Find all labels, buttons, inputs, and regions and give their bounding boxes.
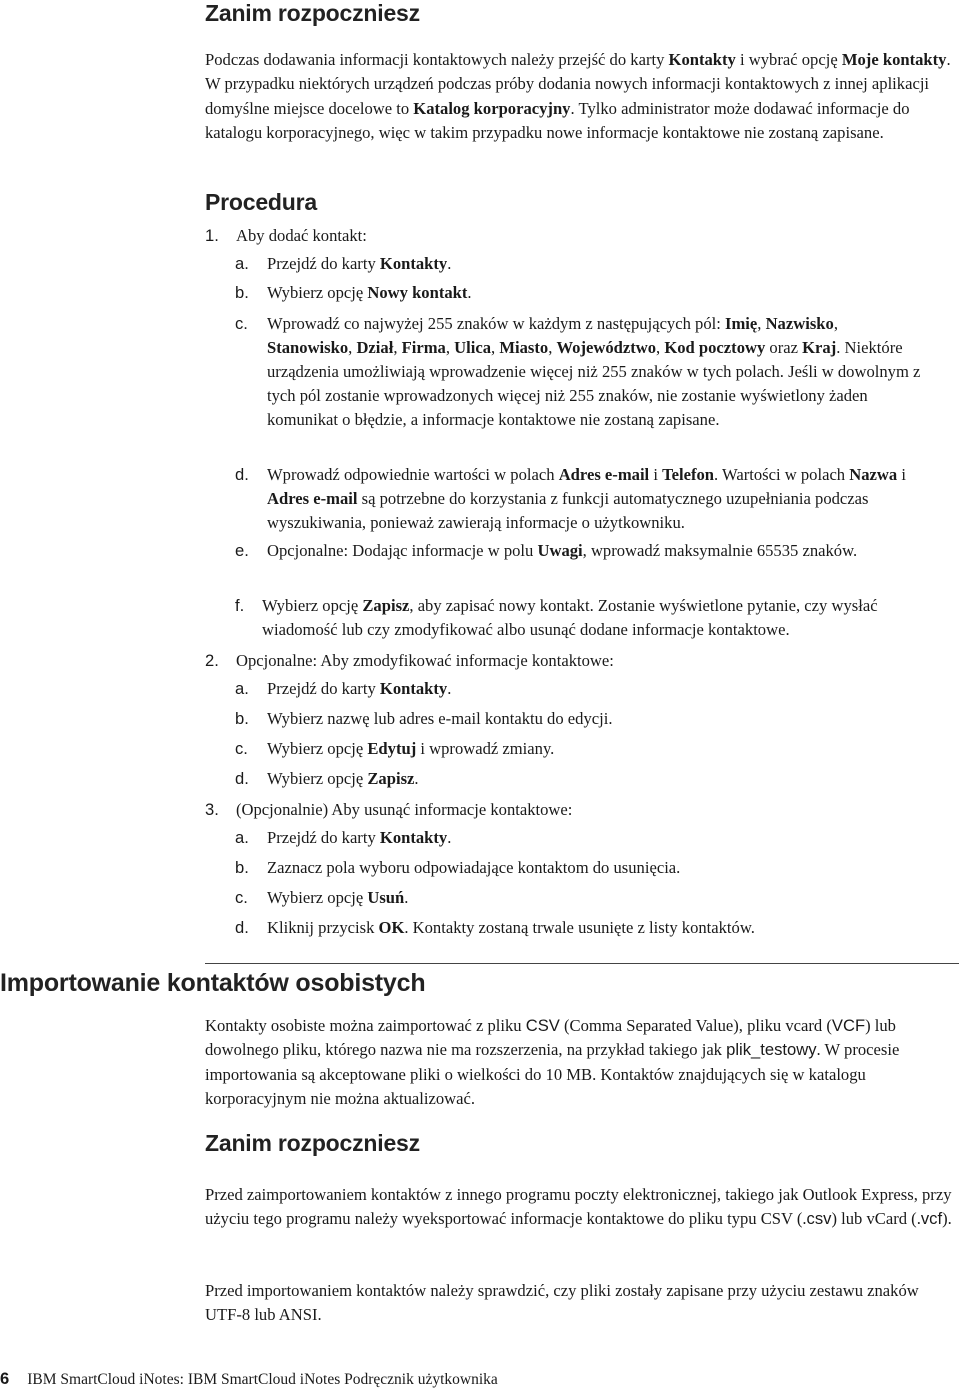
text-run: . [467, 283, 472, 302]
code-term: vcf [920, 1209, 943, 1229]
text-run: są potrzebne do korzystania z funkcji automatycznego uzupełniania podczas wyszukiwania, ponieważ zawierają informacje o użytkowniku. [267, 489, 869, 532]
step-number: 1. [205, 226, 219, 245]
bold-term: Ulica [454, 338, 492, 357]
section-heading-before-you-begin-2: Zanim rozpoczniesz [205, 1130, 420, 1156]
text-run: . [414, 769, 419, 788]
substep-text [267, 312, 927, 432]
procedure-heading: Procedura [205, 189, 317, 215]
bold-term: Nazwa [849, 465, 898, 484]
text-run: . Kontakty zostaną trwale usunięte z listy kontaktów. [404, 918, 755, 937]
substep-text [267, 767, 419, 791]
step-text [236, 224, 367, 248]
charset-paragraph [205, 1279, 957, 1328]
substep-letter: d. [235, 769, 249, 788]
text-run: . Niektóre urządzenia umożliwiają wprowadzenie więcej niż 255 znaków w tych polach. Jeśli w dowolnym z tych pól zostanie wprowadzonych więcej niż 255 znaków, nie zostanie wyświetlony żaden komunikat o błędzie, a informacje kontaktowe nie zostaną zapisane. [267, 338, 921, 429]
step-text [236, 798, 572, 822]
substep-letter: f. [235, 596, 245, 615]
text-run: . [447, 828, 452, 847]
code-term: VCF [831, 1016, 866, 1035]
text-run: Opcjonalne: Dodając informacje w polu [267, 541, 538, 560]
text-run: . [447, 254, 452, 273]
substep-text [267, 737, 554, 761]
bold-term: Usuń [367, 888, 405, 907]
bold-term: Adres e-mail [558, 465, 650, 484]
step-number: 3. [205, 800, 219, 819]
substep-letter: e. [235, 541, 249, 560]
substep-text [267, 886, 408, 910]
text-run: Aby dodać kontakt: [236, 226, 367, 245]
substep-text [267, 539, 927, 563]
text-run: Wybierz nazwę lub adres e-mail kontaktu do edycji. [267, 709, 613, 728]
text-run: . Tylko administrator może dodawać informacje do katalogu korporacyjnego, więc w takim przypadku nowe informacje kontaktowe nie zostaną zapisane. [205, 98, 910, 142]
text-run: i [649, 465, 663, 484]
bold-term: Katalog korporacyjny [413, 98, 571, 118]
bold-term: Kontakty [379, 254, 448, 273]
substep-letter: d. [235, 918, 249, 937]
text-run: Wybierz opcję [262, 596, 363, 615]
bold-term: Imię [725, 314, 758, 333]
text-run: Przejdź do karty [267, 679, 380, 698]
bold-term: Kraj [802, 338, 837, 357]
text-run: Przed zaimportowaniem kontaktów z innego programu poczty elektronicznej, takiego jak Outlook Express, przy użyciu tego programu należy wyeksportować informacje kontaktowe do pliku typu CSV (. [205, 1185, 952, 1229]
text-run: Kontakty osobiste można zaimportować z pliku [205, 1016, 526, 1035]
substep-letter: b. [235, 709, 249, 728]
bold-term: Edytuj [367, 739, 417, 758]
bold-term: Zapisz [362, 596, 410, 615]
text-run: ). [942, 1209, 952, 1229]
text-run: . W procesie importowania są akceptowane pliki o wielkości do 10 MB. Kontaktów znajdujących się w katalogu korporacyjnym nie można aktualizować. [205, 1040, 900, 1108]
text-run: , aby zapisać nowy kontakt. Zostanie wyświetlone pytanie, czy wysłać wiadomość lub czy zmodyfikować albo usunąć dodane informacje kontaktowe. [262, 596, 878, 639]
step-text [236, 649, 614, 673]
text-run: ) lub dowolnego pliku, którego nazwa nie ma rozszerzenia, na przykład takiego jak [205, 1016, 896, 1060]
text-run: . [447, 679, 452, 698]
bold-term: Kod pocztowy [664, 338, 766, 357]
substep-text [267, 281, 472, 305]
text-run: . Wartości w polach [714, 465, 850, 484]
substep-text [267, 252, 451, 276]
text-run: Wybierz opcję [267, 888, 368, 907]
substep-letter: c. [235, 314, 248, 333]
text-run: i wybrać opcję [735, 50, 842, 69]
footer-title: IBM SmartCloud iNotes: IBM SmartCloud iNotes Podręcznik użytkownika [27, 1371, 498, 1388]
substep-letter: c. [235, 739, 248, 758]
bold-term: Nowy kontakt [367, 283, 468, 302]
text-run: Wprowadź co najwyżej 255 znaków w każdym z następujących pól: [267, 314, 726, 333]
text-run: Podczas dodawania informacji kontaktowych należy przejść do karty [205, 50, 669, 69]
intro-paragraph [205, 48, 957, 145]
substep-letter: b. [235, 283, 249, 302]
bold-term: Firma [401, 338, 446, 357]
text-run: , [757, 314, 766, 333]
bold-term: Adres e-mail [267, 489, 358, 508]
text-run: , [393, 338, 402, 357]
code-term: plik_testowy [726, 1040, 817, 1060]
bold-term: Telefon [662, 465, 715, 484]
text-run: Przejdź do karty [267, 254, 380, 273]
bold-term: Moje kontakty [841, 50, 947, 69]
substep-letter: a. [235, 254, 249, 273]
code-term: csv [806, 1209, 832, 1229]
substep-text [267, 707, 613, 731]
text-run: i wprowadź zmiany. [416, 739, 555, 758]
text-run: , [548, 338, 557, 357]
substep-text [267, 916, 755, 940]
substep-text [267, 677, 451, 701]
page-number: 6 [0, 1369, 10, 1388]
substep-text [262, 594, 942, 642]
bold-term: OK [378, 918, 405, 937]
substep-letter: a. [235, 679, 249, 698]
export-paragraph [205, 1183, 957, 1232]
import-paragraph [205, 1014, 957, 1111]
substep-text [267, 826, 451, 850]
text-run: Przejdź do karty [267, 828, 380, 847]
text-run: Wybierz opcję [267, 739, 368, 758]
text-run: oraz [765, 338, 803, 357]
text-run: (Comma Separated Value), pliku vcard ( [559, 1016, 832, 1035]
section-heading-import-contacts: Importowanie kontaktów osobistych [0, 969, 426, 997]
text-run: ) lub vCard (. [831, 1209, 921, 1229]
substep-letter: d. [235, 465, 249, 484]
text-run: , [833, 314, 838, 333]
code-term: CSV [525, 1016, 560, 1035]
page-footer [0, 1368, 498, 1391]
substep-text [267, 856, 680, 880]
bold-term: Uwagi [537, 541, 583, 560]
bold-term: Stanowisko [267, 338, 349, 357]
text-run: . [404, 888, 409, 907]
bold-term: Województwo [556, 338, 657, 357]
bold-term: Kontakty [379, 679, 448, 698]
substep-letter: b. [235, 858, 249, 877]
section-divider [205, 963, 959, 964]
text-run: , [656, 338, 665, 357]
text-run: , [445, 338, 455, 357]
text-run: Zaznacz pola wyboru odpowiadające kontaktom do usunięcia. [267, 858, 681, 877]
text-run: (Opcjonalnie) Aby usunąć informacje kontaktowe: [236, 800, 573, 819]
text-run: . W przypadku niektórych urządzeń podczas próby dodania nowych informacji kontaktowych z innej aplikacji domyślne miejsce docelowe to [205, 50, 951, 118]
text-run: , wprowadź maksymalnie 65535 znaków. [582, 541, 858, 560]
text-run: , [348, 338, 357, 357]
substep-letter: c. [235, 888, 248, 907]
bold-term: Dział [356, 338, 394, 357]
bold-term: Miasto [499, 338, 549, 357]
bold-term: Zapisz [367, 769, 415, 788]
text-run: i [897, 465, 906, 484]
bold-term: Kontakty [379, 828, 448, 847]
text-run: Wybierz opcję [267, 283, 368, 302]
substep-text [267, 463, 927, 535]
text-run: , [491, 338, 500, 357]
text-run: Wybierz opcję [267, 769, 368, 788]
bold-term: Kontakty [668, 50, 736, 69]
section-heading-before-you-begin: Zanim rozpoczniesz [205, 0, 420, 26]
text-run: Przed importowaniem kontaktów należy sprawdzić, czy pliki zostały zapisane przy użyciu zestawu znaków UTF-8 lub ANSI. [205, 1281, 919, 1325]
text-run: Opcjonalne: Aby zmodyfikować informacje kontaktowe: [236, 651, 614, 670]
substep-letter: a. [235, 828, 249, 847]
text-run: Wprowadź odpowiednie wartości w polach [267, 465, 559, 484]
step-number: 2. [205, 651, 219, 670]
bold-term: Nazwisko [765, 314, 834, 333]
text-run: Kliknij przycisk [267, 918, 379, 937]
